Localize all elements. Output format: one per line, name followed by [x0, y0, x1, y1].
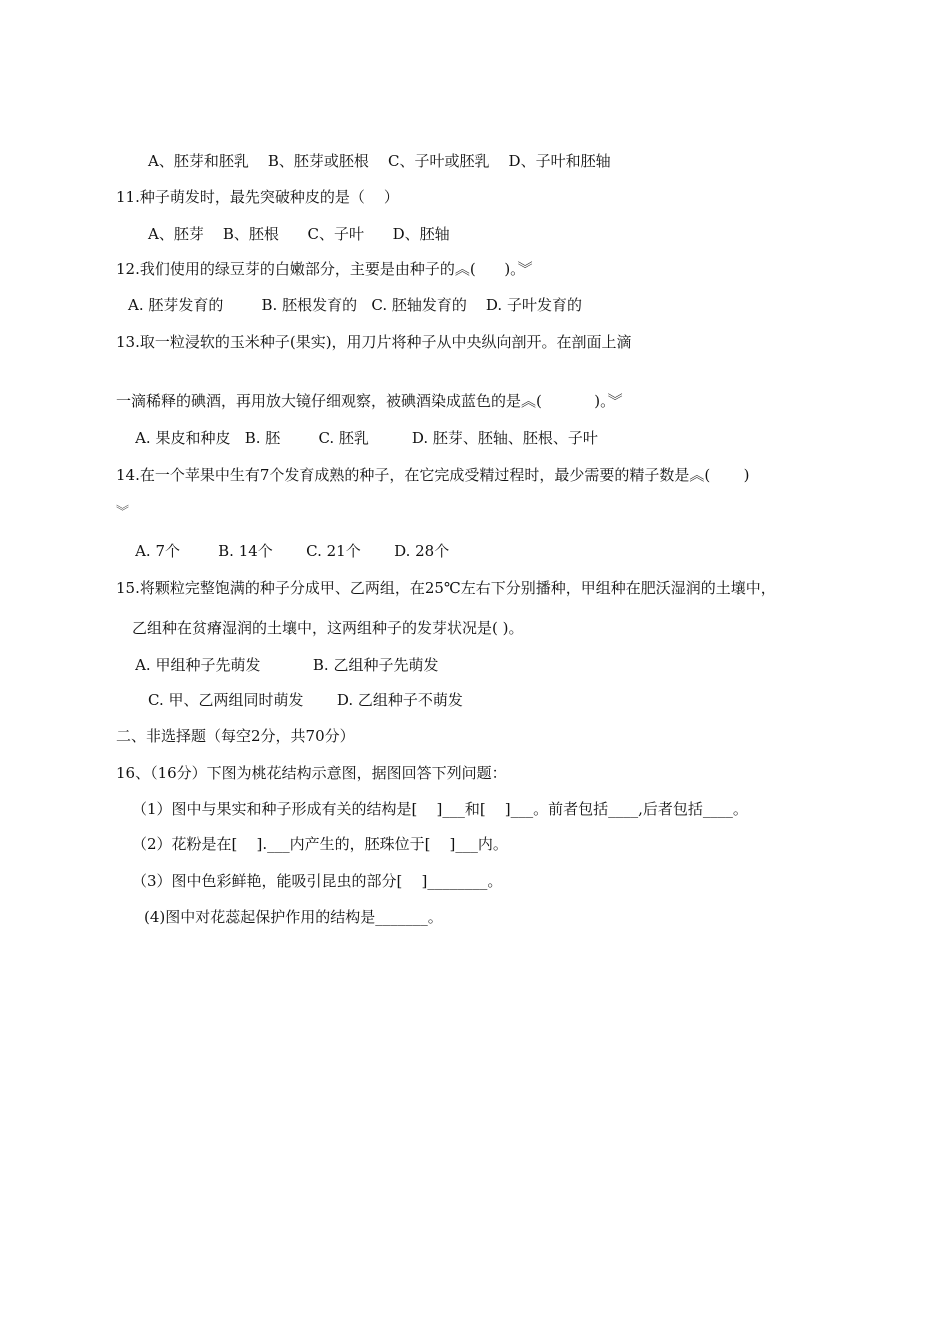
section-two-heading: 二、非选择题（每空2分，共70分） [116, 727, 355, 745]
q15-stem-line1: 15.将颗粒完整饱满的种子分成甲、乙两组，在25℃左右下分别播种，甲组种在肥沃湿润的土壤中， [116, 579, 776, 597]
q13-options: A. 果皮和种皮 B. 胚 C. 胚乳 D. 胚芽、胚轴、胚根、子叶 [116, 429, 598, 447]
q14-options: A. 7个 B. 14个 C. 21个 D. 28个 [116, 542, 450, 560]
q16-part4: (4)图中对花蕊起保护作用的结构是_______。 [144, 908, 443, 926]
q12-stem: 12.我们使用的绿豆芽的白嫩部分，主要是由种子的︽( )。︾ [116, 260, 533, 278]
q14-mark: ︾ [116, 505, 130, 520]
q14-stem: 14.在一个苹果中生有7个发育成熟的种子，在它完成受精过程时，最少需要的精子数是︽( ) [116, 466, 750, 484]
q13-stem-line2: 一滴稀释的碘酒，再用放大镜仔细观察，被碘酒染成蓝色的是︽( )。︾ [116, 392, 623, 410]
q16-part1: （1）图中与果实和种子形成有关的结构是[ ]___和[ ]___。前者包括____,后者包括____。 [132, 800, 748, 818]
q15-options-line1: A. 甲组种子先萌发 B. 乙组种子先萌发 [116, 656, 439, 674]
q11-options: A、胚芽 B、胚根 C、子叶 D、胚轴 [148, 225, 450, 243]
q11-stem: 11.种子萌发时，最先突破种皮的是（ ） [116, 188, 399, 206]
q15-stem-line2: 乙组种在贫瘠湿润的土壤中，这两组种子的发芽状况是( )。 [132, 619, 524, 637]
q16-part3: （3）图中色彩鲜艳，能吸引昆虫的部分[ ]________。 [132, 872, 503, 890]
q15-options-line2: C. 甲、乙两组同时萌发 D. 乙组种子不萌发 [148, 691, 463, 709]
q13-stem-line1: 13.取一粒浸软的玉米种子(果实)，用刀片将种子从中央纵向剖开。在剖面上滴 [116, 333, 632, 351]
q16-stem: 16、（16分）下图为桃花结构示意图，据图回答下列问题： [116, 764, 507, 782]
q12-options: A. 胚芽发育的 B. 胚根发育的 C. 胚轴发育的 D. 子叶发育的 [128, 296, 582, 314]
q10-options: A、胚芽和胚乳 B、胚芽或胚根 C、子叶或胚乳 D、子叶和胚轴 [148, 152, 611, 170]
q16-part2: （2）花粉是在[ ].___内产生的，胚珠位于[ ]___内。 [132, 835, 508, 853]
